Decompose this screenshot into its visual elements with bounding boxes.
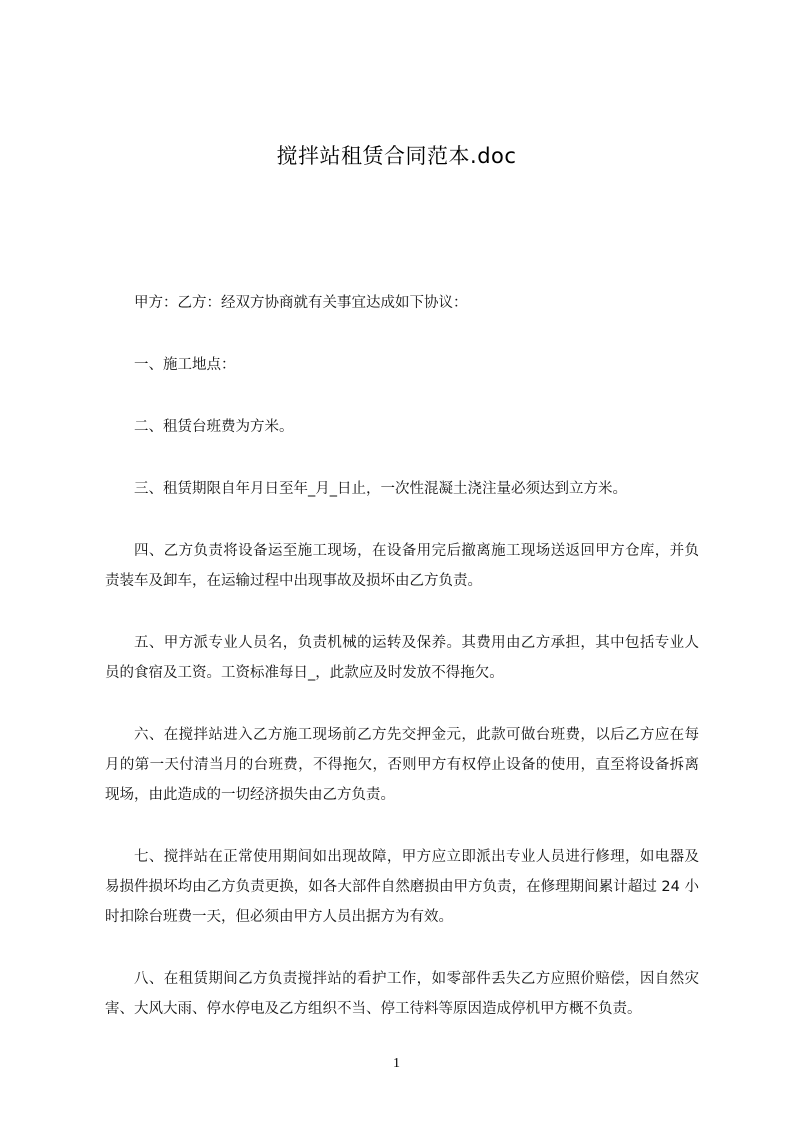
document-body xyxy=(105,288,699,1056)
paragraph-clause-6: 六、在搅拌站进入乙方施工现场前乙方先交押金元，此款可做台班费，以后乙方应在每月的第一天付清当月的台班费，不得拖欠，否则甲方有权停止设备的使用，直至将设备拆离现场，由此造成的一切经济损失由乙方负责。 xyxy=(105,727,699,803)
paragraph-clause-8: 八、在租赁期间乙方负责搅拌站的看护工作，如零部件丢失乙方应照价赔偿，因自然灾害、大风大雨、停水停电及乙方组织不当、停工待料等原因造成停机甲方概不负责。 xyxy=(105,971,699,1017)
paragraph-clause-1: 一、施工地点： xyxy=(134,357,236,373)
paragraph-clause-2: 二、租赁台班费为方米。 xyxy=(134,419,294,435)
page-number: 1 xyxy=(393,1056,400,1071)
paragraph-clause-7: 七、搅拌站在正常使用期间如出现故障，甲方应立即派出专业人员进行修理，如电器及易损件损坏均由乙方负责更换，如各大部件自然磨损由甲方负责，在修理期间累计超过 24 小时扣除台班费一天，但必须由甲方人员出据方为有效。 xyxy=(105,849,699,925)
document-title: 搅拌站租赁合同范本.doc xyxy=(276,144,517,168)
paragraph-parties: 甲方：乙方：经双方协商就有关事宜达成如下协议： xyxy=(134,295,468,311)
paragraph-clause-5: 五、甲方派专业人员名，负责机械的运转及保养。其费用由乙方承担，其中包括专业人员的食宿及工资。工资标准每日_，此款应及时发放不得拖欠。 xyxy=(105,635,699,681)
paragraph-clause-4: 四、乙方负责将设备运至施工现场，在设备用完后撤离施工现场送返回甲方仓库，并负责装车及卸车，在运输过程中出现事故及损坏由乙方负责。 xyxy=(105,543,699,589)
paragraph-clause-3: 三、租赁期限自年月日至年_月_日止，一次性混凝土浇注量必须达到立方米。 xyxy=(134,481,627,497)
